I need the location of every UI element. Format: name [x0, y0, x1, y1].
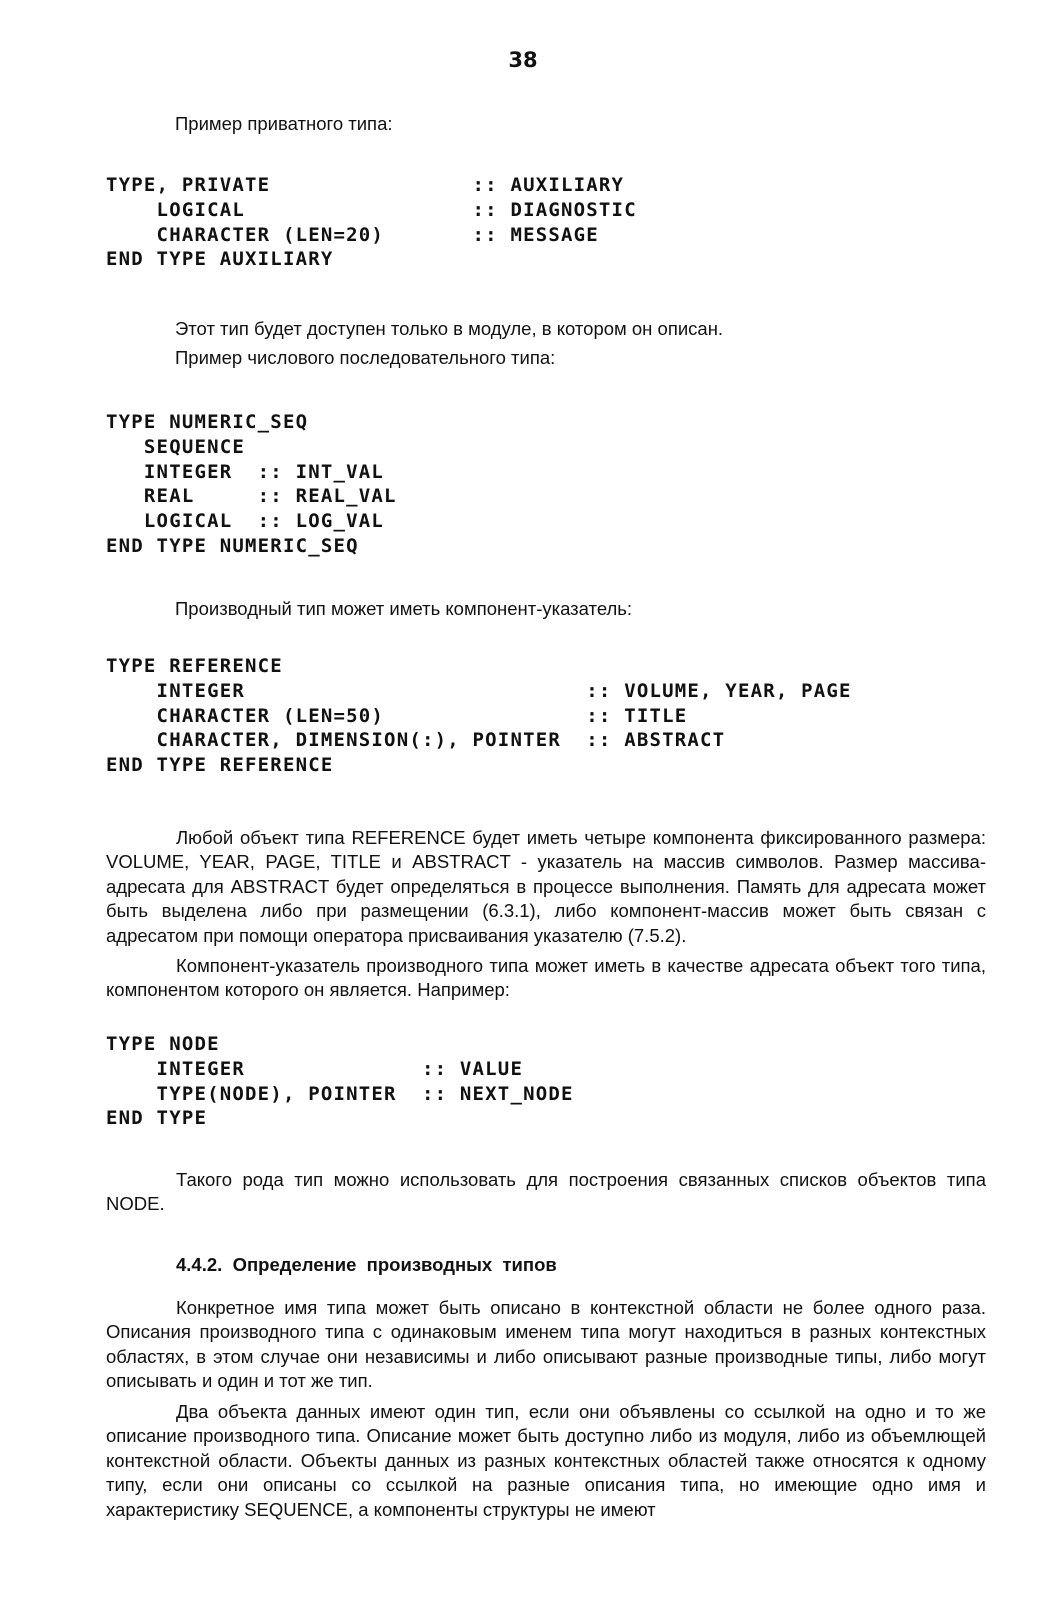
- paragraph-node-text: Такого рода тип можно использовать для построения связанных списков объектов типа NODE.: [106, 1169, 986, 1215]
- note-private-type: Этот тип будет доступен только в модуле, в котором он описан.: [175, 318, 724, 339]
- code-reference-type: TYPE REFERENCE INTEGER :: VOLUME, YEAR, PAGE CHARACTER (LEN=50) :: TITLE CHARACTER, DIMENSION(:), POINTER :: ABSTRACT END TYPE REFERENCE: [106, 655, 852, 777]
- code-numeric-seq: TYPE NUMERIC_SEQ SEQUENCE INTEGER :: INT_VAL REAL :: REAL_VAL LOGICAL :: LOG_VAL END TYPE NUMERIC_SEQ: [106, 411, 397, 557]
- paragraph-definition-1: [106, 1296, 986, 1394]
- paragraph-definition-2: [106, 1400, 986, 1522]
- code-private-type: TYPE, PRIVATE :: AUXILIARY LOGICAL :: DIAGNOSTIC CHARACTER (LEN=20) :: MESSAGE END TYPE AUXILIARY: [106, 174, 637, 271]
- paragraph-definition-2-text: Два объекта данных имеют один тип, если они объявлены со ссылкой на одно и то же описание производного типа. Описание может быть доступно либо из модуля, либо из объемлющей контекстной области. Объекты данных из разных контекстных областей также относятся к одному типу, если они описаны со ссылкой на разные описания типа, но имеющие одно имя и характеристику SEQUENCE, а компоненты структуры не имеют: [106, 1401, 986, 1520]
- section-title: Определение производных типов: [232, 1254, 557, 1275]
- paragraph-node: [106, 1168, 986, 1217]
- section-heading: [176, 1254, 557, 1276]
- paragraph-pointer-target: [106, 954, 986, 1003]
- paragraph-reference: [106, 826, 986, 948]
- paragraph-pointer-target-text: Компонент-указатель производного типа может иметь в качестве адресата объект того типа, компонентом которого он является. Например:: [106, 955, 986, 1001]
- page-number: 38: [508, 48, 538, 72]
- paragraph-reference-text: Любой объект типа REFERENCE будет иметь четыре компонента фиксированного размера: VOLUME, YEAR, PAGE, TITLE и ABSTRACT - указатель на массив символов. Размер массива-адресата для ABSTRACT будет определяться в процессе выполнения. Память для адресата может быть выделена либо при размещении (6.3.1), либо компонент-массив может быть связан с адресатом при помощи оператора присваивания указателю (7.5.2).: [106, 827, 986, 946]
- section-number: 4.4.2.: [176, 1254, 223, 1275]
- paragraph-definition-1-text: Конкретное имя типа может быть описано в контекстной области не более одного раза. Описания производного типа с одинаковым именем типа могут находиться в разных контекстных областях, в этом случае они независимы и либо описывают разные производные типы, либо могут описывать и один и тот же тип.: [106, 1297, 986, 1392]
- intro-numeric-type: Пример числового последовательного типа:: [175, 347, 556, 368]
- intro-pointer-component: Производный тип может иметь компонент-указатель:: [175, 598, 633, 619]
- intro-private-type: Пример приватного типа:: [175, 113, 393, 134]
- code-node-type: TYPE NODE INTEGER :: VALUE TYPE(NODE), POINTER :: NEXT_NODE END TYPE: [106, 1033, 574, 1130]
